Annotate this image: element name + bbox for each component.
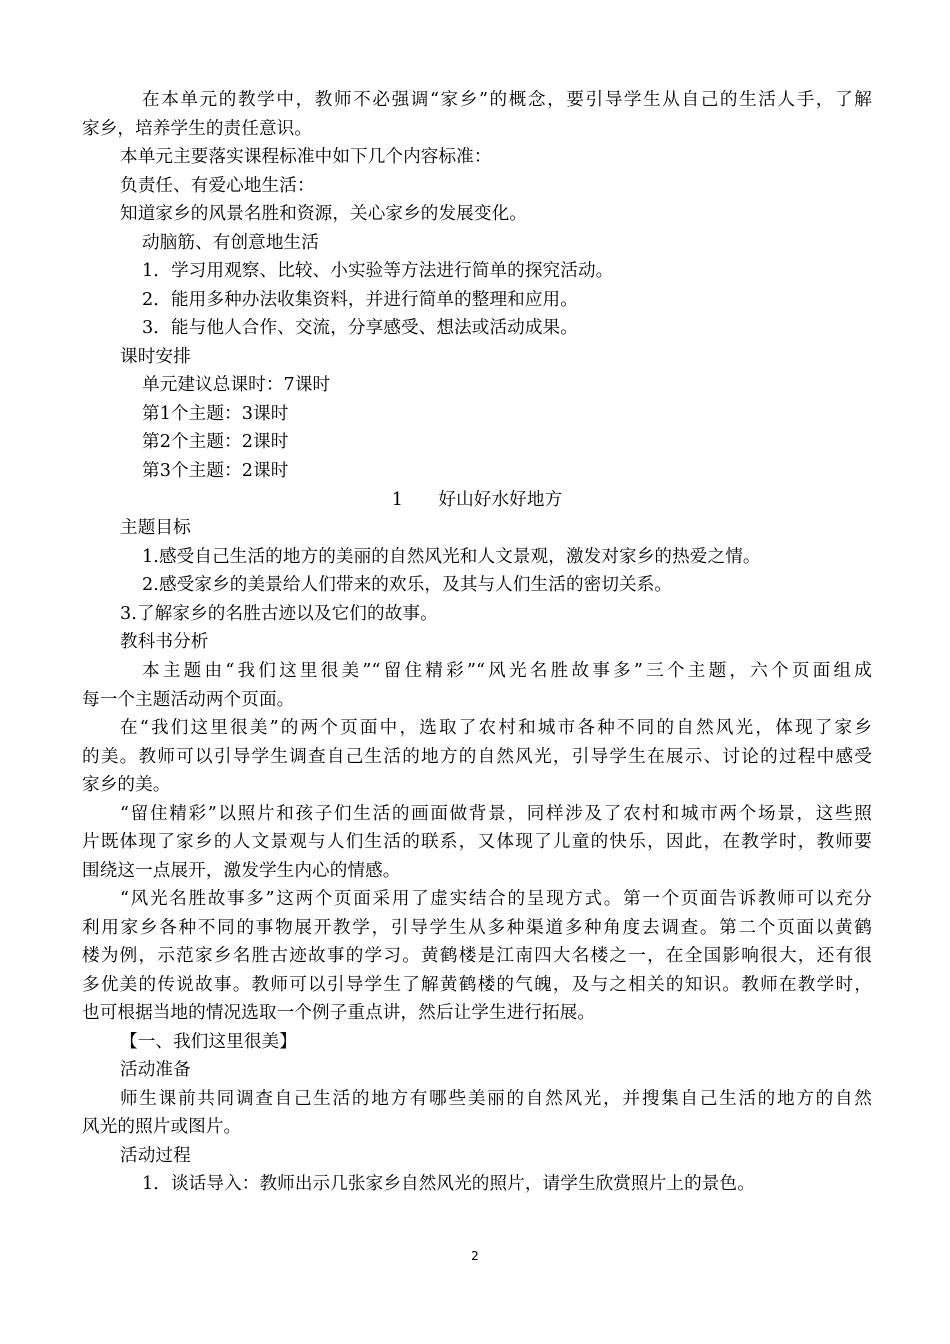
text-line: 片既体现了家乡的人文景观与人们生活的联系，又体现了儿童的快乐，因此，在教学时，教师要 xyxy=(82,832,872,852)
text-line: 1．谈话导入：教师出示几张家乡自然风光的照片，请学生欣赏照片上的景色。 xyxy=(142,1174,755,1194)
page-number: 2 xyxy=(471,1249,479,1263)
text-line: 动脑筋、有创意地生活 xyxy=(142,233,319,253)
text-line: 楼为例，示范家乡名胜古迹故事的学习。黄鹤楼是江南四大名楼之一，在全国影响很大，还有很 xyxy=(82,946,872,966)
text-line: 活动过程 xyxy=(120,1146,191,1166)
text-line: 在本单元的教学中，教师不必强调“家乡”的概念，要引导学生从自己的生活人手，了解 xyxy=(142,90,872,110)
text-line: 课时安排 xyxy=(120,347,191,367)
text-line: 教科书分析 xyxy=(120,632,209,652)
text-line: 的美。教师可以引导学生调查自己生活的地方的自然风光，引导学生在展示、讨论的过程中感受 xyxy=(82,747,872,767)
text-line: 也可根据当地的情况选取一个例子重点讲，然后让学生进行拓展。 xyxy=(82,1003,596,1023)
text-line: 3．能与他人合作、交流，分享感受、想法或活动成果。 xyxy=(142,318,578,338)
text-line: 多优美的传说故事。教师可以引导学生了解黄鹤楼的气魄，及与之相关的知识。教师在教学时， xyxy=(82,975,872,995)
text-line: 第2个主题：2课时 xyxy=(142,432,289,452)
text-line: 3.了解家乡的名胜古迹以及它们的故事。 xyxy=(120,604,438,624)
text-line: 2.感受家乡的美景给人们带来的欢乐，及其与人们生活的密切关系。 xyxy=(142,575,673,595)
text-line: 第3个主题：2课时 xyxy=(142,461,289,481)
text-line: 风光的照片或图片。 xyxy=(82,1117,242,1137)
text-line: 知道家乡的风景名胜和资源，关心家乡的发展变化。 xyxy=(120,204,527,224)
text-line: 家乡，培养学生的责任意识。 xyxy=(82,119,313,139)
text-line: 利用家乡各种不同的事物展开教学，引导学生从多种渠道多种角度去调查。第二个页面以黄鹤 xyxy=(82,918,872,938)
text-line: 本单元主要落实课程标准中如下几个内容标准： xyxy=(120,147,492,167)
section-title: 1 好山好水好地方 xyxy=(391,490,563,510)
text-line: 1．学习用观察、比较、小实验等方法进行简单的探究活动。 xyxy=(142,261,614,281)
text-line: 1.感受自己生活的地方的美丽的自然风光和人文景观，激发对家乡的热爱之情。 xyxy=(142,547,761,567)
text-line: 围绕这一点展开，激发学生内心的情感。 xyxy=(82,861,401,881)
text-line: 负责任、有爱心地生活： xyxy=(120,176,315,196)
text-line: 家乡的美。 xyxy=(82,775,171,795)
text-line: 主题目标 xyxy=(120,518,191,538)
text-line: 活动准备 xyxy=(120,1060,191,1080)
text-line: 师生课前共同调查自己生活的地方有哪些美丽的自然风光，并搜集自己生活的地方的自然 xyxy=(120,1089,872,1109)
text-line: 本主题由“我们这里很美”“留住精彩”“风光名胜故事多”三个主题，六个页面组成 xyxy=(142,661,872,681)
text-line: 单元建议总课时：7课时 xyxy=(142,375,331,395)
text-line: 2．能用多种办法收集资料，并进行简单的整理和应用。 xyxy=(142,290,578,310)
text-line: 在“我们这里很美”的两个页面中，选取了农村和城市各种不同的自然风光，体现了家乡 xyxy=(120,718,872,738)
text-line: “风光名胜故事多”这两个页面采用了虚实结合的呈现方式。第一个页面告诉教师可以充分 xyxy=(120,889,872,909)
text-line: 第1个主题：3课时 xyxy=(142,404,289,424)
text-line: 【一、我们这里很美】 xyxy=(120,1032,297,1052)
text-line: 每一个主题活动两个页面。 xyxy=(82,690,295,710)
text-line: “留住精彩”以照片和孩子们生活的画面做背景，同样涉及了农村和城市两个场景，这些照 xyxy=(120,804,872,824)
